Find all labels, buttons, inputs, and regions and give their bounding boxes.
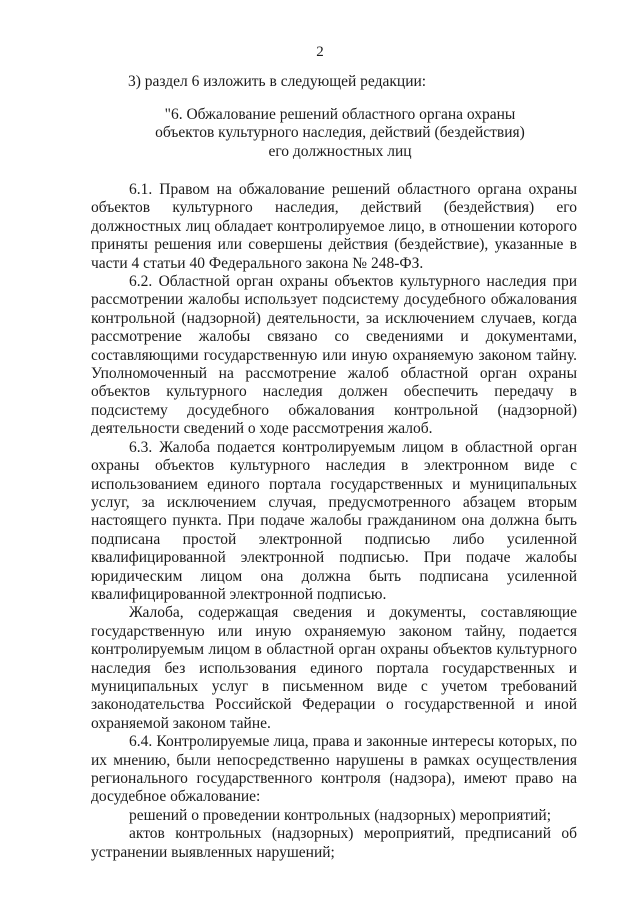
paragraph-6-2: 6.2. Областной орган охраны объектов культурного наследия при рассмотрении жалобы использует подсистему досудебного обжалования контрольной (надзорной) деятельности, за исключением случаев, когда рассмотрение жалобы связано со сведениями и документами, составляющими государственную или иную охраняемую законом тайну. Уполномоченный на рассмотрение жалоб областной орган охраны объектов культурного наследия должен обеспечить передачу в подсистему досудебного обжалования контрольной (надзорной) деятельности сведений о ходе рассмотрения жалоб. xyxy=(91,273,577,438)
page-number: 2 xyxy=(316,44,324,60)
section-heading xyxy=(0,106,640,161)
paragraph-6-1: 6.1. Правом на обжалование решений областного органа охраны объектов культурного наследия, действий (бездействия) его должностных лиц обладает контролируемое лицо, в отношении которого приняты решения или совершены действия (бездействие), указанные в части 4 статьи 40 Федерального закона № 248-ФЗ. xyxy=(91,181,577,272)
paragraph-6-4: 6.4. Контролируемые лица, права и законные интересы которых, по их мнению, были непосредственно нарушены в рамках осуществления регионального государственного контроля (надзора), имеют право на досудебное обжалование: xyxy=(91,733,577,806)
list-item-decisions: решений о проведении контрольных (надзорных) мероприятий; xyxy=(129,806,552,824)
paragraph-6-3: 6.3. Жалоба подается контролируемым лицом в областной орган охраны объектов культурного наследия в электронном виде с использованием единого портала государственных и муниципальных услуг, за исключением случая, предусмотренного абзацем вторым настоящего пункта. При подаче жалобы гражданином она должна быть подписана простой электронной подписью либо усиленной квалифицированной электронной подписью. При подаче жалобы юридическим лицом она должна быть подписана усиленной квалифицированной электронной подписью. xyxy=(91,438,577,603)
amendment-intro: 3) раздел 6 изложить в следующей редакции: xyxy=(128,73,427,90)
paragraph-6-3-second: Жалоба, содержащая сведения и документы, составляющие государственную или иную охраняемую законом тайну, подается контролируемым лицом в областной орган охраны объектов культурного наследия без использования единого портала государственных и муниципальных услуг в письменном виде с учетом требований законодательства Российской Федерации о государственной и иной охраняемой законом тайне. xyxy=(91,604,577,732)
list-item-acts: актов контрольных (надзорных) мероприятий, предписаний об устранении выявленных нарушений; xyxy=(91,825,577,861)
section-heading-line: его должностных лиц xyxy=(268,142,412,160)
section-body xyxy=(91,181,577,862)
section-heading-line: объектов культурного наследия, действий (бездействия) xyxy=(155,124,525,142)
section-heading-line: "6. Обжалование решений областного органа охраны xyxy=(164,106,516,123)
